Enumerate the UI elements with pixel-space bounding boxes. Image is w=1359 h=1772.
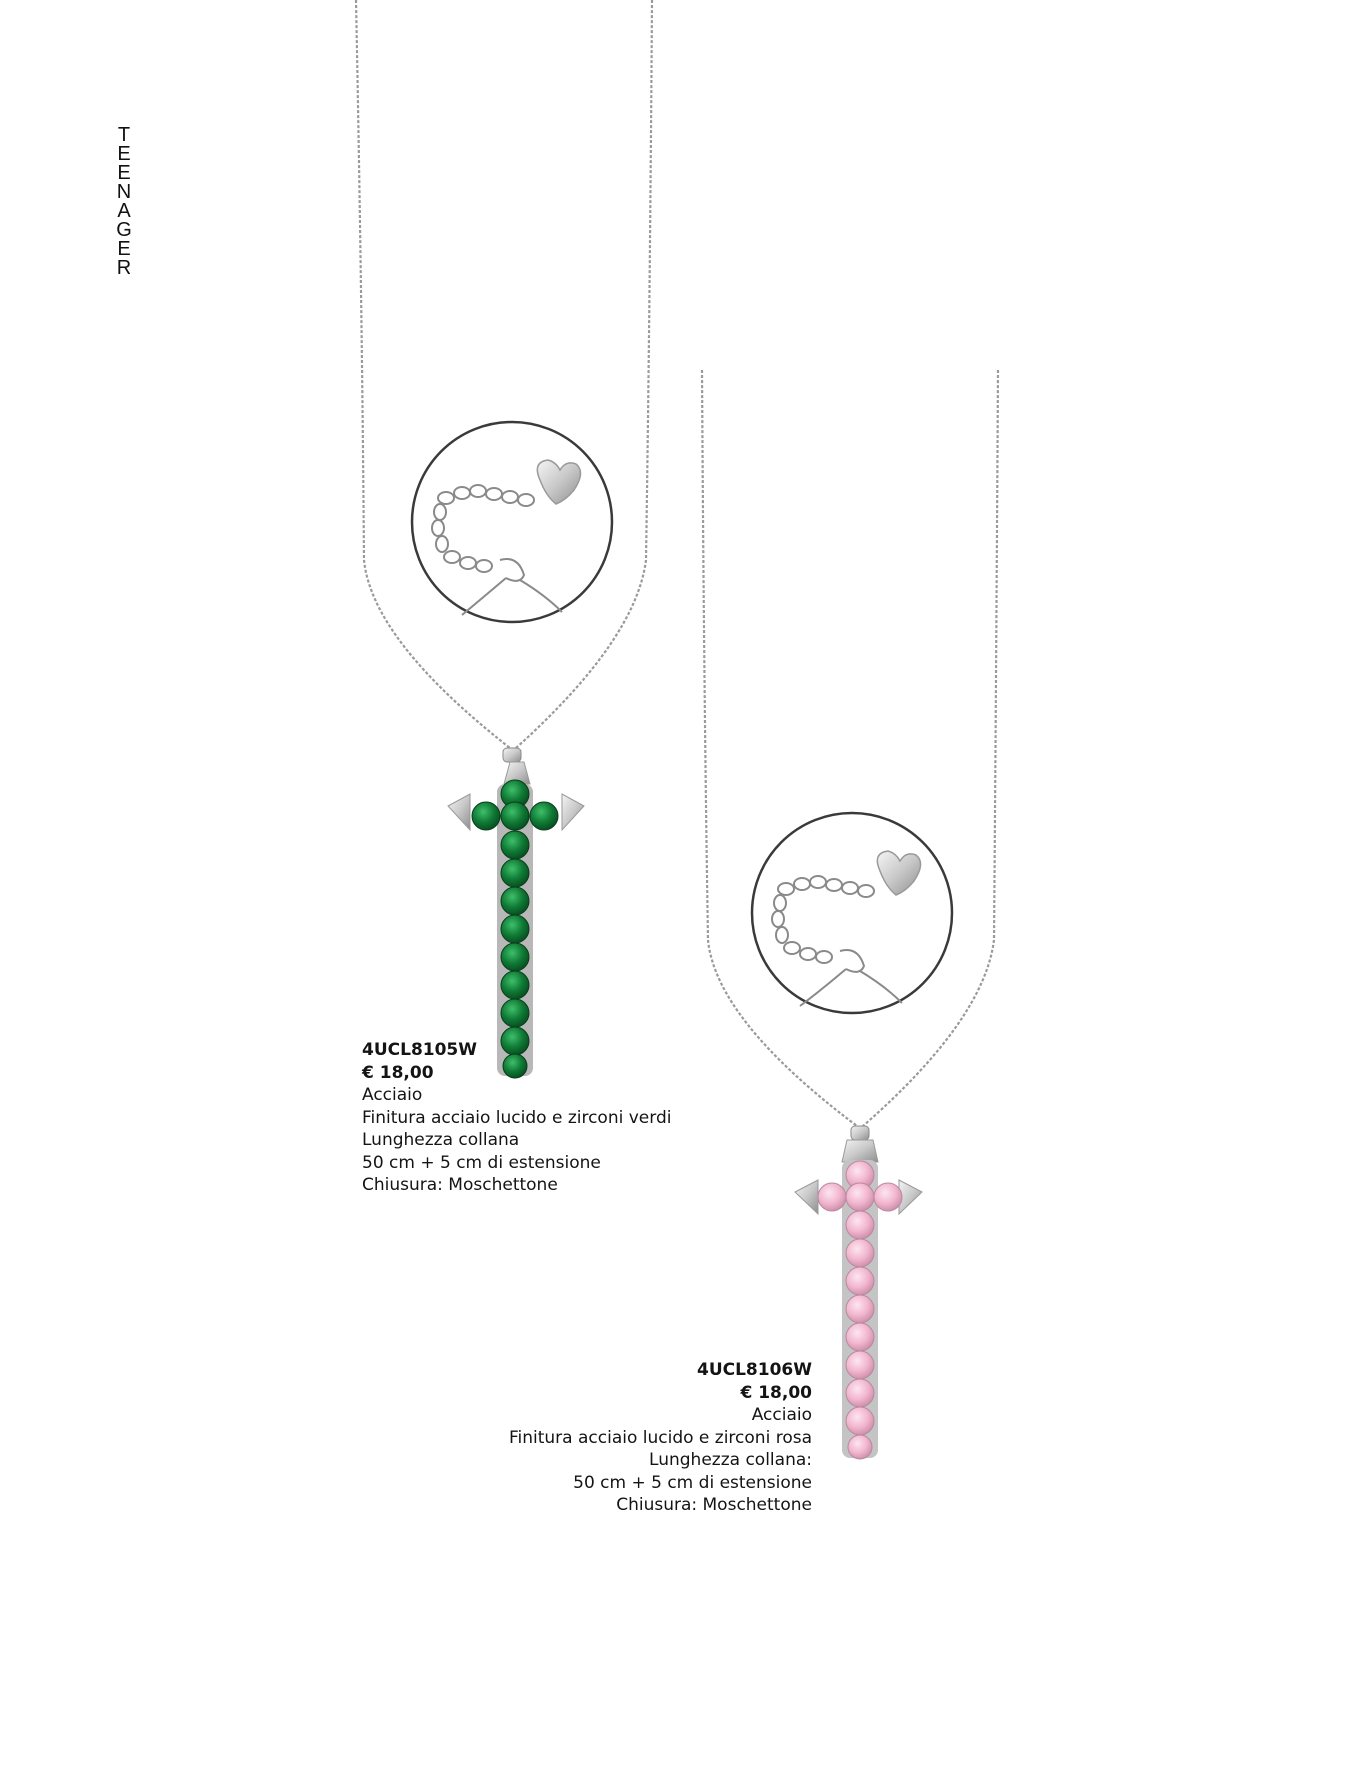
product-description-1 (362, 1039, 671, 1197)
product-closure: Chiusura: Moschettone (362, 1175, 558, 1195)
necklace-chain-1 (356, 0, 652, 748)
product-closure: Chiusura: Moschettone (616, 1495, 812, 1515)
section-letter: A (117, 200, 131, 222)
product-code: 4UCL8106W (696, 1360, 812, 1380)
section-letter: T (117, 124, 131, 146)
product-length-label: Lunghezza collana: (649, 1450, 812, 1470)
product-length-value: 50 cm + 5 cm di estensione (362, 1152, 601, 1173)
product-material: Acciaio (362, 1085, 423, 1105)
product-description-2 (509, 1359, 812, 1517)
section-letter: E (117, 238, 131, 260)
product-finish: Finitura acciaio lucido e zirconi verdi (362, 1107, 672, 1128)
cross-pendant-pink (795, 1126, 922, 1459)
product-material: Acciaio (751, 1405, 812, 1425)
section-letter: E (117, 143, 131, 165)
product-price: € 18,00 (740, 1382, 812, 1403)
product-code: 4UCL8105W (362, 1040, 478, 1060)
clasp-detail-circle-2 (752, 813, 952, 1013)
section-letter: N (116, 181, 132, 203)
product-finish: Finitura acciaio lucido e zirconi rosa (508, 1427, 812, 1448)
cross-pendant-green (448, 748, 584, 1078)
product-length-label: Lunghezza collana (362, 1130, 520, 1150)
clasp-detail-circle-1 (412, 422, 612, 622)
section-letter: E (117, 162, 131, 184)
section-letter: R (116, 257, 132, 279)
section-letter: G (116, 219, 132, 241)
product-length-value: 50 cm + 5 cm di estensione (573, 1472, 812, 1493)
product-price: € 18,00 (362, 1062, 434, 1083)
